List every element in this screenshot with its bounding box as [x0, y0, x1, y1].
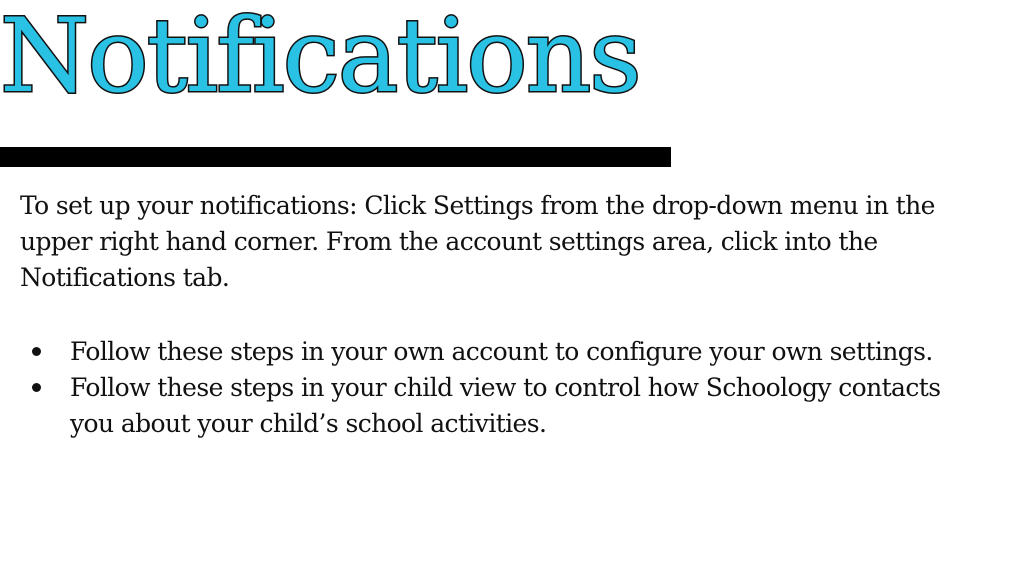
bullet-icon: [32, 347, 41, 356]
intro-paragraph: To set up your notifications: Click Settings from the drop-down menu in the upper right hand corner. From the account settings area, click into the Notifications tab.: [20, 191, 935, 292]
bullet-list: [20, 334, 1000, 442]
slide-body: [20, 188, 1000, 442]
list-item: [20, 334, 950, 370]
list-item: [20, 370, 950, 442]
bullet-text: Follow these steps in your own account to configure your own settings.: [70, 337, 933, 366]
bullet-text: Follow these steps in your child view to control how Schoology contacts you about your child’s school activities.: [70, 373, 941, 438]
bullet-icon: [32, 383, 41, 392]
title-underline-bar: [0, 147, 671, 167]
slide-title: Notifications: [0, 0, 640, 116]
